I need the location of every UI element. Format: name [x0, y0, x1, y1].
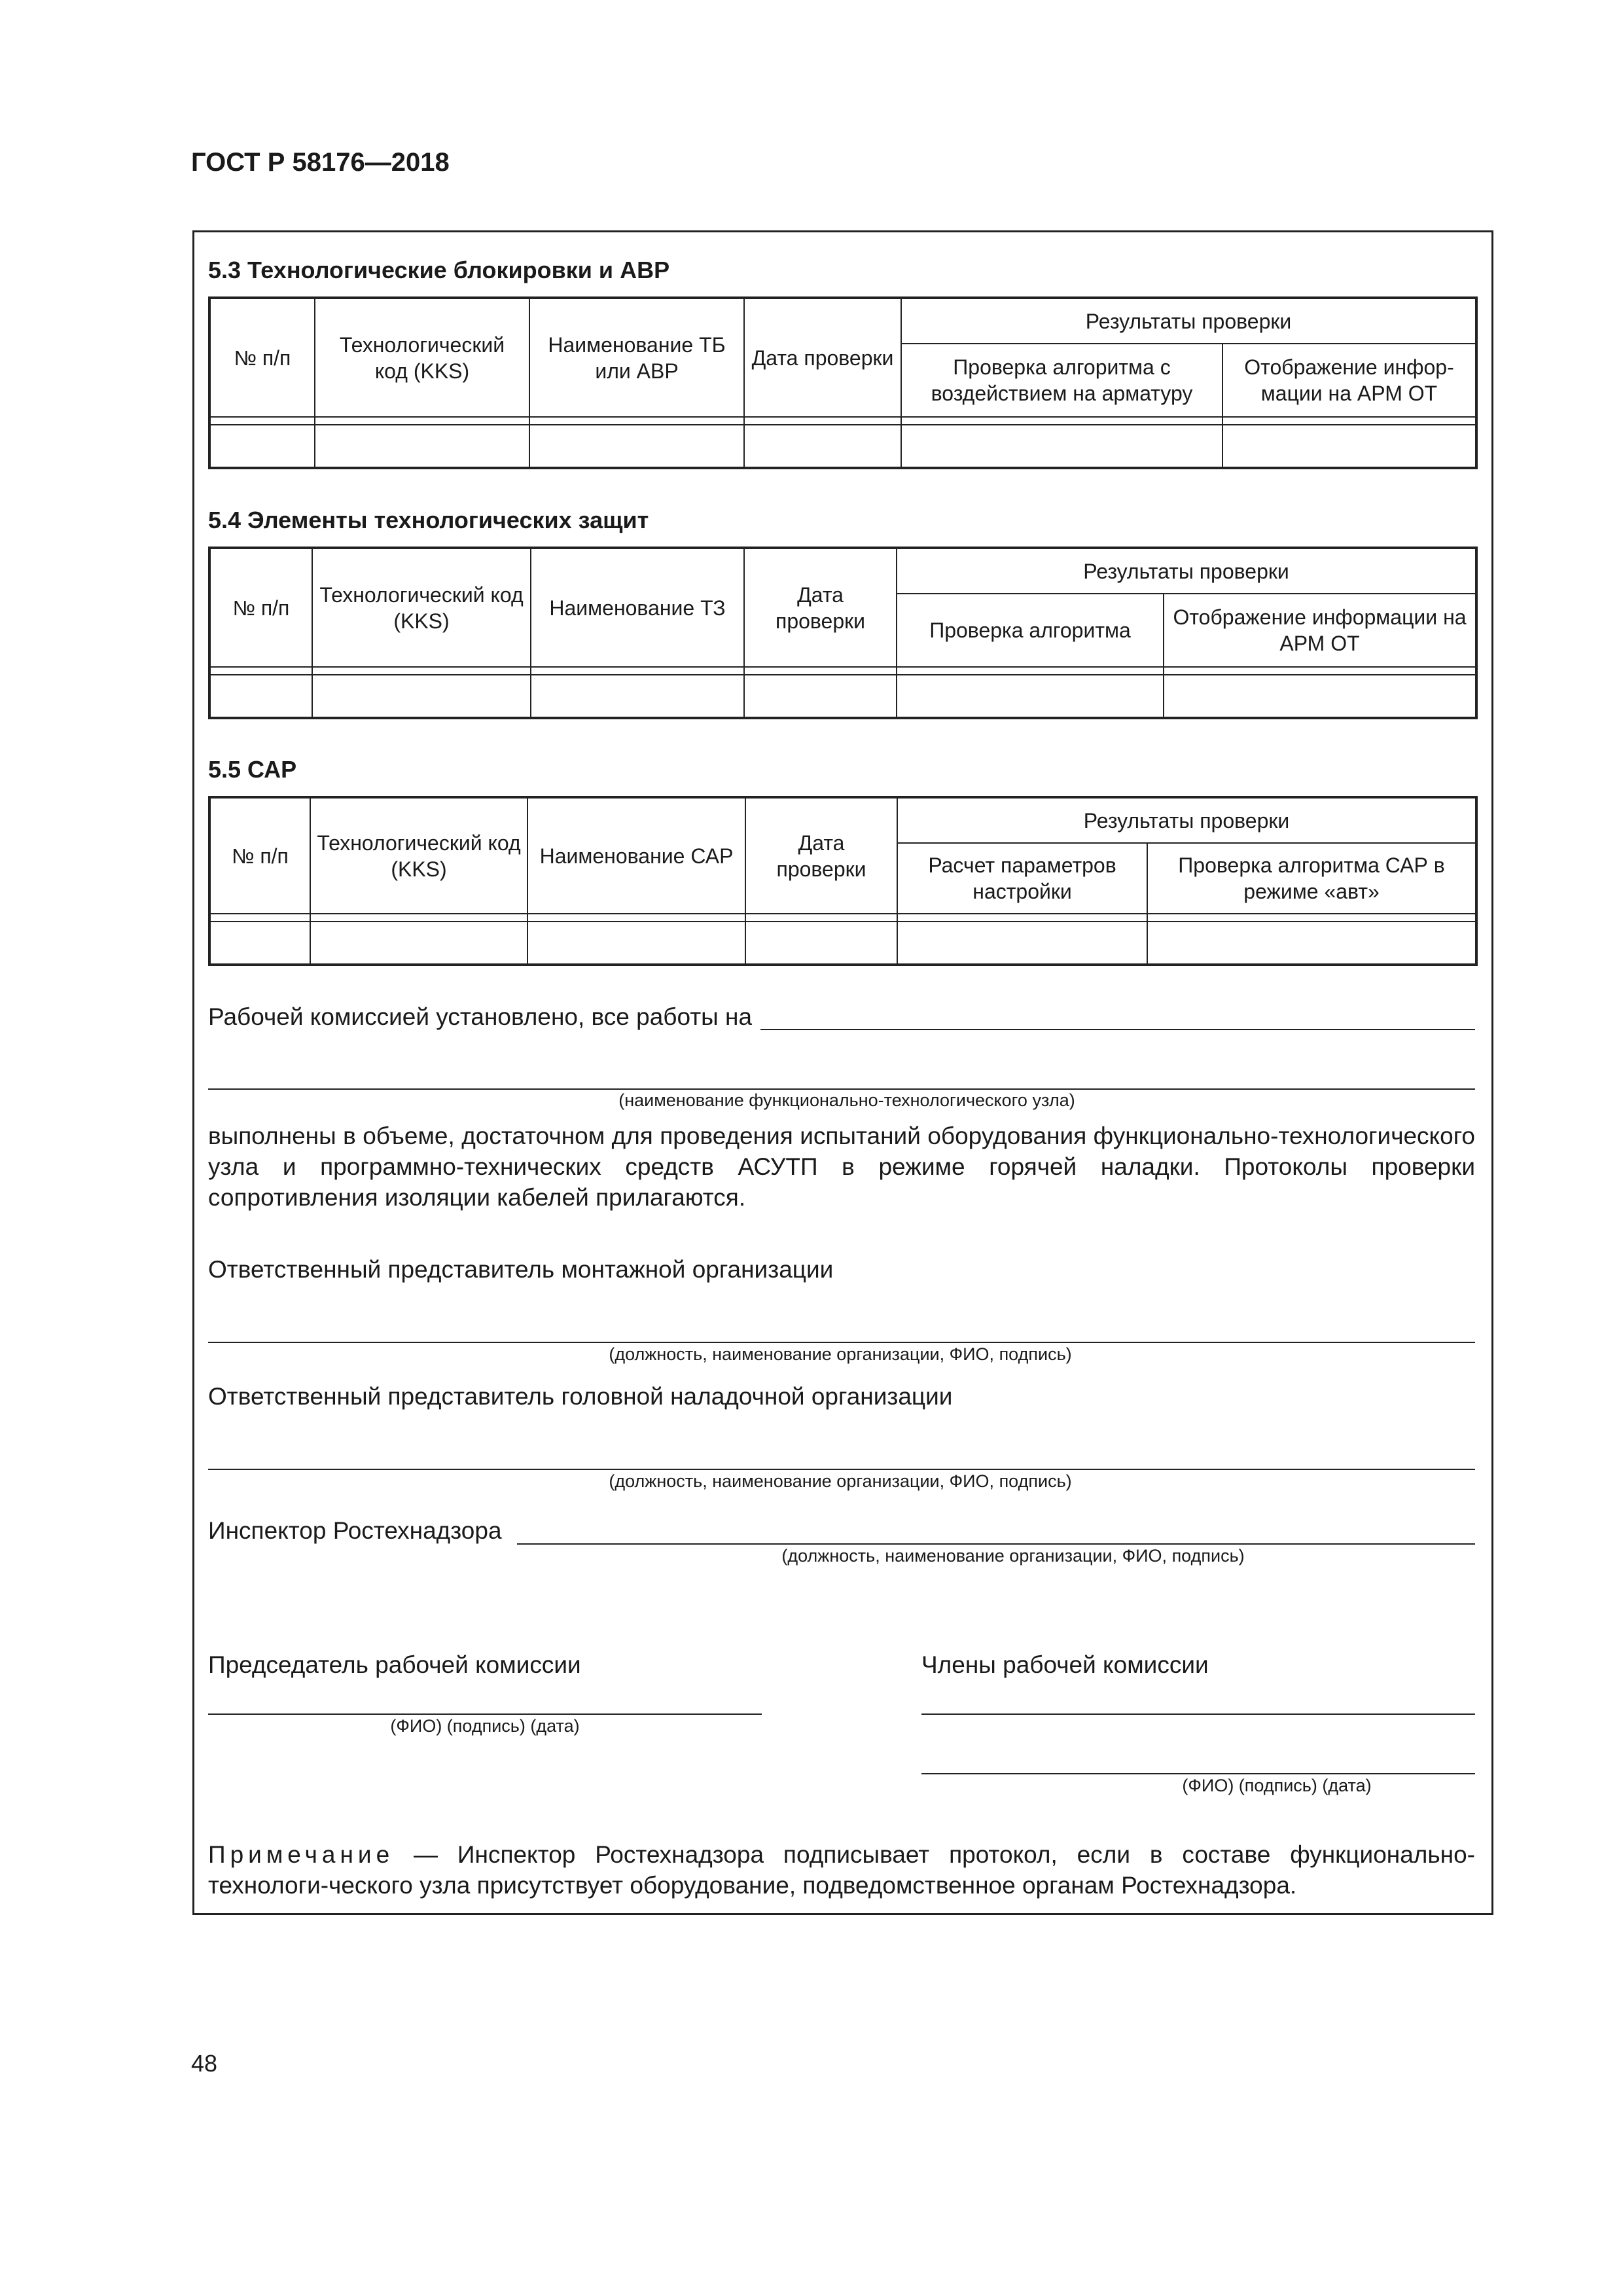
section-55-title: 5.5 САР [208, 756, 297, 783]
document-header: ГОСТ Р 58176—2018 [191, 148, 450, 177]
table-cell[interactable] [527, 922, 745, 965]
caption-chairman: (ФИО) (подпись) (дата) [390, 1716, 580, 1736]
col-header-results: Результаты проверки [901, 298, 1476, 344]
table-cell[interactable] [901, 425, 1222, 468]
caption-installer: (должность, наименование организации, ФИО, подпись) [609, 1344, 1072, 1364]
col-header-date: Дата проверки [744, 548, 897, 667]
col-header-code: Технологический код (KKS) [315, 298, 529, 417]
table-cell[interactable] [312, 675, 531, 718]
commissioning-label: Ответственный представитель головной наладочной организации [208, 1383, 953, 1410]
chairman-signature-line[interactable] [208, 1713, 762, 1715]
table-cell[interactable] [529, 425, 744, 468]
caption-members: (ФИО) (подпись) (дата) [1182, 1776, 1372, 1795]
table-cell[interactable] [531, 675, 744, 718]
table-cell[interactable] [315, 425, 529, 468]
table-cell[interactable] [209, 425, 315, 468]
section-54-title: 5.4 Элементы технологических защит [208, 507, 649, 533]
col-header-name: Наименование САР [527, 797, 745, 914]
member-signature-line-2[interactable] [921, 1773, 1475, 1774]
table-54 [208, 547, 1478, 719]
commission-established: Рабочей комиссией установлено, все работы на [208, 1003, 753, 1030]
col-header-check: Проверка алгоритма САР в режиме «авт» [1147, 843, 1476, 914]
page-number: 48 [191, 2050, 218, 2077]
col-header-check: Проверка алгоритма с воздействием на арматуру [901, 344, 1222, 417]
table-cell[interactable] [1147, 922, 1476, 965]
table-cell[interactable] [209, 922, 310, 965]
note-label: Примечание [208, 1841, 395, 1868]
note [208, 1839, 1475, 1901]
table-cell[interactable] [1222, 425, 1476, 468]
table-55 [208, 796, 1478, 966]
section-53-title: 5.3 Технологические блокировки и АВР [208, 257, 670, 283]
node-name-line-2[interactable] [208, 1088, 1475, 1090]
caption-inspector: (должность, наименование организации, ФИО, подпись) [781, 1546, 1245, 1566]
col-header-results: Результаты проверки [897, 548, 1476, 594]
caption-node: (наименование функционально-технологического узла) [618, 1090, 1075, 1110]
col-header-name: Наименование ТЗ [531, 548, 744, 667]
col-header-name: Наименование ТБ или АВР [529, 298, 744, 417]
node-name-line-1[interactable] [760, 1029, 1475, 1030]
installer-signature-line[interactable] [208, 1342, 1475, 1343]
table-53 [208, 296, 1478, 469]
members-label: Члены рабочей комиссии [921, 1651, 1209, 1678]
inspector-signature-line[interactable] [517, 1543, 1475, 1545]
col-header-code: Технологический код (KKS) [312, 548, 531, 667]
col-header-num: № п/п [209, 548, 312, 667]
col-header-code: Технологический код (KKS) [310, 797, 527, 914]
table-cell[interactable] [744, 425, 901, 468]
col-header-display: Отображение инфор-мации на АРМ ОТ [1222, 344, 1476, 417]
commission-paragraph: выполнены в объеме, достаточном для проведения испытаний оборудования функционально-технологического узла и программно-технических средств АСУТП в режиме горячей наладки. Протоколы проверки сопротивления изоляции кабелей прилагаются. [208, 1122, 1475, 1211]
inspector-label: Инспектор Ростехнадзора [208, 1517, 502, 1544]
table-cell[interactable] [897, 922, 1147, 965]
col-header-display: Отображение информации на АРМ ОТ [1164, 594, 1476, 667]
table-cell[interactable] [1164, 675, 1476, 718]
col-header-date: Дата проверки [744, 298, 901, 417]
member-signature-line-1[interactable] [921, 1713, 1475, 1715]
table-cell[interactable] [745, 922, 897, 965]
table-cell[interactable] [744, 675, 897, 718]
col-header-date: Дата проверки [745, 797, 897, 914]
col-header-results: Результаты проверки [897, 797, 1476, 843]
table-cell[interactable] [209, 675, 312, 718]
chairman-label: Председатель рабочей комиссии [208, 1651, 581, 1678]
commissioning-signature-line[interactable] [208, 1469, 1475, 1470]
note-text: — Инспектор Ростехнадзора подписывает протокол, если в составе функционально-технологи-ческого узла присутствует оборудование, подведомственное органам Ростехнадзора. [208, 1841, 1475, 1899]
table-cell[interactable] [897, 675, 1164, 718]
caption-commissioning: (должность, наименование организации, ФИО, подпись) [609, 1471, 1072, 1491]
col-header-num: № п/п [209, 298, 315, 417]
table-cell[interactable] [310, 922, 527, 965]
installer-label: Ответственный представитель монтажной организации [208, 1256, 834, 1283]
col-header-check: Проверка алгоритма [897, 594, 1164, 667]
col-header-num: № п/п [209, 797, 310, 914]
col-header-calc: Расчет параметров настройки [897, 843, 1147, 914]
